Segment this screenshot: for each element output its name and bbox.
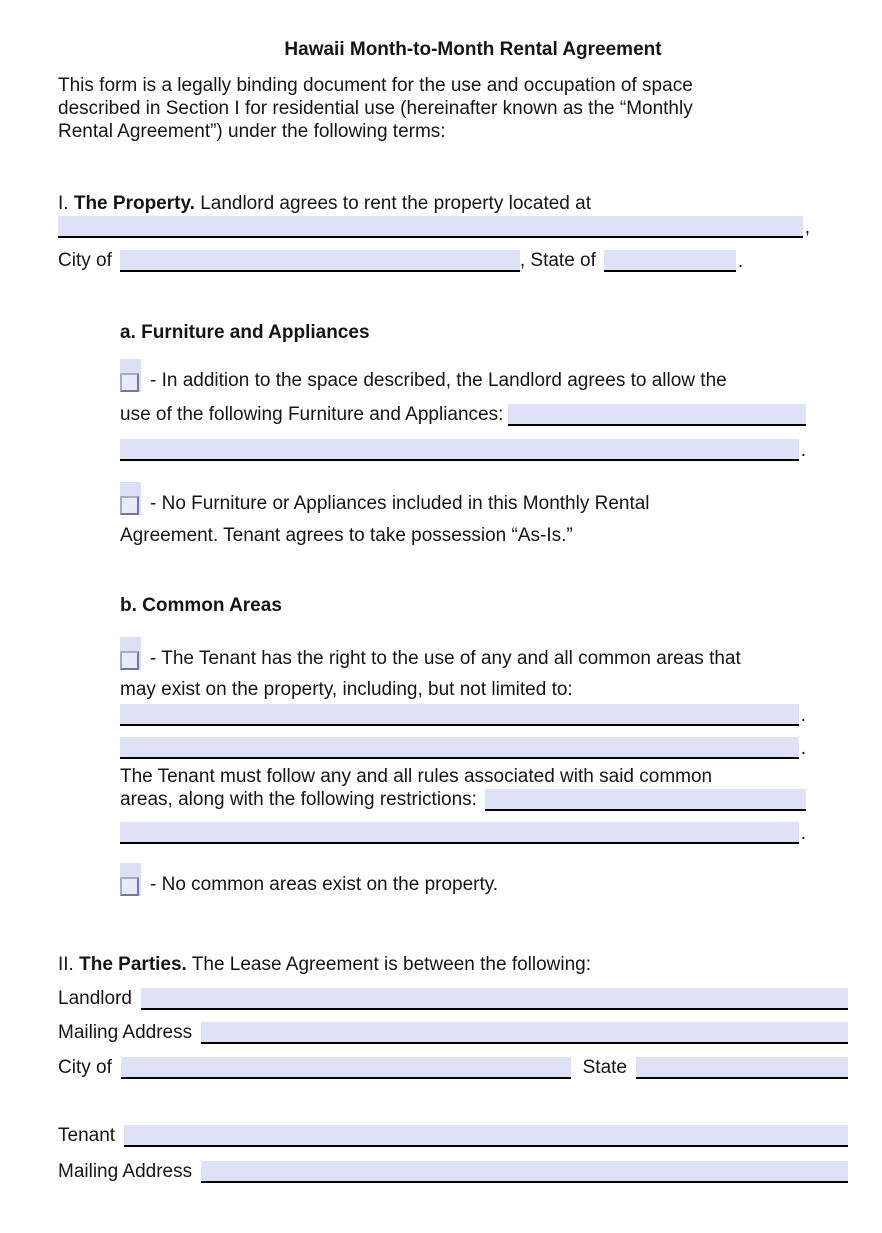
landlord-city-of-label: City of <box>58 1057 112 1078</box>
section-1-number: I. <box>58 193 69 214</box>
common-areas-option <box>120 637 806 670</box>
no-furniture-text-line2: Agreement. Tenant agrees to take possession “As-Is.” <box>120 525 573 546</box>
no-furniture-checkbox[interactable] <box>120 482 141 515</box>
landlord-mailing-address-field[interactable] <box>201 1022 848 1044</box>
furniture-included-checkbox[interactable] <box>120 359 141 392</box>
landlord-label: Landlord <box>58 988 132 1009</box>
no-common-areas-text: - No common areas exist on the property. <box>150 874 499 895</box>
no-common-areas-checkbox[interactable] <box>120 863 141 896</box>
document-title: Hawaii Month-to-Month Rental Agreement <box>284 39 662 60</box>
property-city-state-row <box>58 249 810 272</box>
subsection-b-heading: b. Common Areas <box>120 595 282 616</box>
intro-line-1: This form is a legally binding document for the use and occupation of space <box>58 75 693 96</box>
subsection-a <box>120 321 806 896</box>
no-common-areas-option <box>120 863 806 896</box>
common-areas-suffix-1: . <box>800 705 806 726</box>
city-state-suffix: . <box>737 251 744 272</box>
tenant-name-row <box>58 1124 848 1147</box>
landlord-state-label: State <box>582 1057 627 1078</box>
restrictions-field[interactable] <box>485 789 806 811</box>
landlord-mailing-address-label: Mailing Address <box>58 1022 193 1043</box>
common-areas-field-row-2 <box>120 736 806 759</box>
landlord-name-field[interactable] <box>141 988 848 1010</box>
tenant-label: Tenant <box>58 1125 116 1146</box>
common-areas-checkbox[interactable] <box>120 637 141 670</box>
property-address-suffix: , <box>804 217 810 238</box>
rules-text-line2: areas, along with the following restrictions: <box>120 789 477 810</box>
section-1-heading <box>58 193 810 215</box>
restrictions-field-2[interactable] <box>120 822 799 844</box>
common-areas-suffix-2: . <box>800 738 806 759</box>
restrictions-suffix: . <box>800 823 806 844</box>
furniture-list-continuation-row <box>120 438 806 461</box>
property-address-field[interactable] <box>58 216 803 238</box>
landlord-state-field[interactable] <box>636 1057 848 1079</box>
rules-text-line1: The Tenant must follow any and all rules associated with said common <box>120 766 713 787</box>
tenant-mailing-address-label: Mailing Address <box>58 1161 193 1182</box>
section-1-title: The Property. <box>73 193 195 214</box>
furniture-list-row <box>120 403 806 426</box>
intro-line-2: described in Section I for residential use (hereinafter known as the “Monthly <box>58 98 693 119</box>
intro-line-3: Rental Agreement”) under the following terms: <box>58 121 446 142</box>
furniture-included-text-line2: use of the following Furniture and Appliances: <box>120 404 504 425</box>
property-state-field[interactable] <box>604 250 736 272</box>
furniture-list-field[interactable] <box>508 404 806 426</box>
common-areas-field-1[interactable] <box>120 704 799 726</box>
property-address-row <box>58 215 810 238</box>
tenant-name-field[interactable] <box>124 1125 848 1147</box>
city-of-label: City of <box>58 250 112 271</box>
section-2-lead: The Lease Agreement is between the following: <box>191 954 592 975</box>
furniture-list-field-2[interactable] <box>120 439 799 461</box>
intro-paragraph <box>58 74 810 143</box>
common-areas-field-2[interactable] <box>120 737 799 759</box>
no-furniture-text-line1: - No Furniture or Appliances included in this Monthly Rental <box>150 493 650 514</box>
common-areas-text-line1: - The Tenant has the right to the use of any and all common areas that <box>150 648 741 669</box>
restrictions-row <box>120 788 806 811</box>
common-areas-field-row-1 <box>120 703 806 726</box>
no-furniture-option <box>120 482 806 515</box>
state-of-label: , State of <box>519 250 596 271</box>
furniture-list-suffix: . <box>800 440 806 461</box>
restrictions-continuation-row <box>120 821 806 844</box>
section-2-title: The Parties. <box>79 954 187 975</box>
tenant-mailing-address-field[interactable] <box>201 1161 848 1183</box>
furniture-included-option <box>120 359 806 392</box>
section-2-number: II. <box>58 954 74 975</box>
property-city-field[interactable] <box>120 250 520 272</box>
section-2-heading <box>58 953 848 976</box>
landlord-city-field[interactable] <box>121 1057 571 1079</box>
section-1-lead: Landlord agrees to rent the property located at <box>200 193 591 214</box>
landlord-mailing-address-row <box>58 1021 848 1044</box>
landlord-name-row <box>58 987 848 1010</box>
common-areas-text-line2: may exist on the property, including, but not limited to: <box>120 679 573 700</box>
tenant-mailing-address-row <box>58 1160 848 1183</box>
furniture-included-text-line1: - In addition to the space described, the Landlord agrees to allow the <box>150 370 727 391</box>
subsection-a-heading: a. Furniture and Appliances <box>120 322 370 343</box>
landlord-city-state-row <box>58 1056 848 1079</box>
